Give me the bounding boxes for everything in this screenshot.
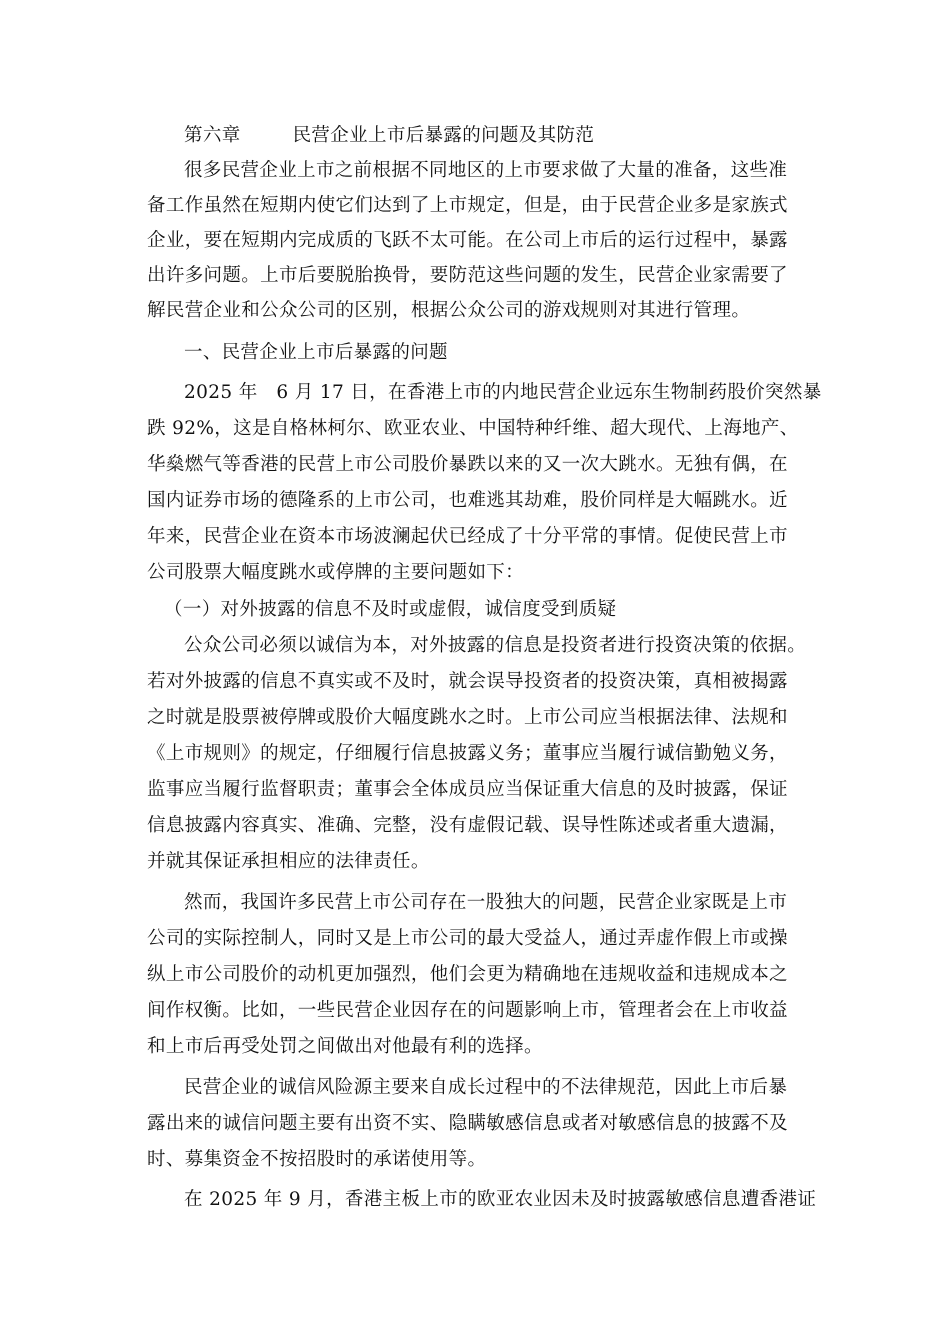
chapter-label: 第六章: [184, 125, 241, 146]
body-line: 出许多问题。上市后要脱胎换骨，要防范这些问题的发生，民营企业家需要了: [147, 265, 788, 286]
body-line: 跌 92%，这是自格林柯尔、欧亚农业、中国特种纤维、超大现代、上海地产、: [147, 418, 799, 439]
body-line: 并就其保证承担相应的法律责任。: [147, 851, 430, 872]
body-line: 信息披露内容真实、准确、完整，没有虚假记载、误导性陈述或者重大遗漏，: [147, 815, 788, 836]
body-line: 公众公司必须以诚信为本，对外披露的信息是投资者进行投资决策的依据。: [184, 635, 807, 656]
body-line: 然而，我国许多民营上市公司存在一股独大的问题，民营企业家既是上市: [184, 892, 788, 913]
body-line: 很多民营企业上市之前根据不同地区的上市要求做了大量的准备，这些准: [184, 160, 788, 181]
body-line: 解民营企业和公众公司的区别，根据公众公司的游戏规则对其进行管理。: [147, 300, 751, 321]
body-line: 露出来的诚信问题主要有出资不实、隐瞒敏感信息或者对敏感信息的披露不及: [147, 1113, 788, 1134]
body-line: 纵上市公司股价的动机更加强烈，他们会更为精确地在违规收益和违规成本之: [147, 964, 788, 985]
body-line: 年来，民营企业在资本市场波澜起伏已经成了十分平常的事情。促使民营上市: [147, 526, 788, 547]
subsection-heading: （一）对外披露的信息不及时或虚假，诚信度受到质疑: [164, 599, 617, 620]
body-line: 民营企业的诚信风险源主要来自成长过程中的不法律规范，因此上市后暴: [184, 1077, 788, 1098]
body-line: 华燊燃气等香港的民营上市公司股价暴跌以来的又一次大跳水。无独有偶，在: [147, 454, 788, 475]
body-line: 和上市后再受处罚之间做出对他最有利的选择。: [147, 1036, 543, 1057]
body-line: 《上市规则》的规定，仔细履行信息披露义务；董事应当履行诚信勤勉义务，: [147, 743, 788, 764]
body-line: 2025 年 6 月 17 日，在香港上市的内地民营企业远东生物制药股价突然暴: [184, 382, 822, 403]
body-line: 公司的实际控制人，同时又是上市公司的最大受益人，通过弄虚作假上市或操: [147, 928, 788, 949]
body-line: 国内证券市场的德隆系的上市公司，也难逃其劫难，股价同样是大幅跳水。近: [147, 490, 788, 511]
body-line: 企业，要在短期内完成质的飞跃不太可能。在公司上市后的运行过程中，暴露: [147, 230, 788, 251]
body-line: 间作权衡。比如，一些民营企业因存在的问题影响上市，管理者会在上市收益: [147, 1000, 788, 1021]
body-line: 备工作虽然在短期内使它们达到了上市规定，但是，由于民营企业多是家族式: [147, 195, 788, 216]
body-line: 监事应当履行监督职责；董事会全体成员应当保证重大信息的及时披露，保证: [147, 779, 788, 800]
body-line: 公司股票大幅度跳水或停牌的主要问题如下：: [147, 562, 525, 583]
chapter-heading: [184, 124, 594, 148]
chapter-title: 民营企业上市后暴露的问题及其防范: [292, 125, 595, 146]
section-heading: 一、民营企业上市后暴露的问题: [184, 342, 448, 363]
body-line: 若对外披露的信息不真实或不及时，就会误导投资者的投资决策，真相被揭露: [147, 671, 788, 692]
body-line: 在 2025 年 9 月，香港主板上市的欧亚农业因未及时披露敏感信息遭香港证: [184, 1189, 817, 1210]
body-line: 之时就是股票被停牌或股价大幅度跳水之时。上市公司应当根据法律、法规和: [147, 707, 788, 728]
body-line: 时、募集资金不按招股时的承诺使用等。: [147, 1149, 487, 1170]
